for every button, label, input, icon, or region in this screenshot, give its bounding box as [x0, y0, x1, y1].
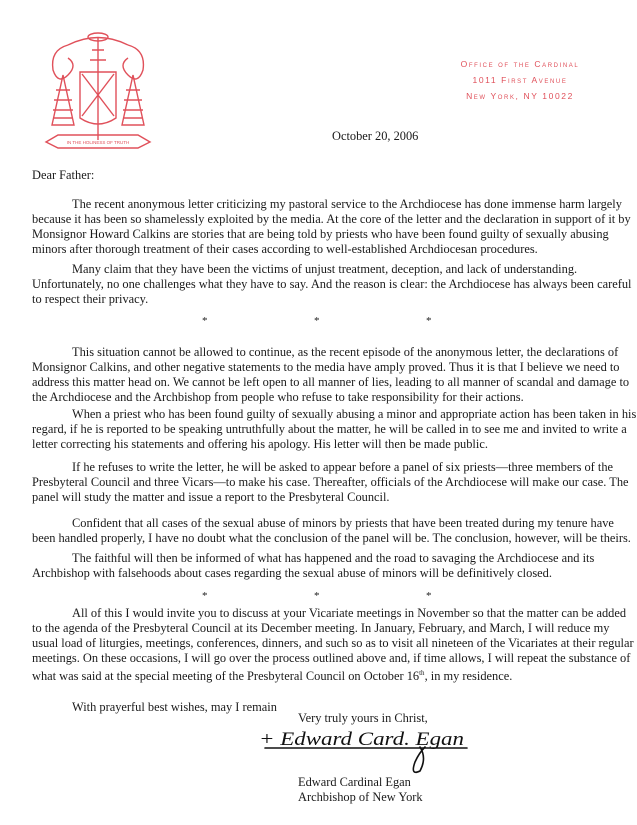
section-separator — [0, 590, 637, 602]
paragraph-8 — [32, 606, 634, 684]
text-line: If he refuses to write the letter, he will be asked to appear before a panel of six priests—three members of the — [72, 460, 614, 474]
text-line: Monsignor Calkins, and other negative statements to the media have amply proved. Thus it is that I believe we need to — [32, 360, 620, 374]
signature-text: + Edward Card. Egan — [259, 729, 464, 750]
text-line: This situation cannot be allowed to continue, as the recent episode of the anonymous letter, the declarations of — [72, 345, 619, 359]
asterisk: * — [426, 590, 432, 602]
text-line: The faithful will then be informed of what has happened and the road to savaging the Archdiocese and its — [72, 551, 595, 565]
motto-text: IN THE HOLINESS OF TRUTH — [66, 140, 130, 145]
text-line: been handled properly, I have no doubt what the conclusion of the panel will be. The conclusion, however, will be theirs. — [32, 531, 631, 545]
letterhead-address — [430, 56, 610, 104]
ordinal-suffix: th — [419, 669, 425, 677]
paragraph-3 — [32, 345, 630, 405]
signer-title: Archbishop of New York — [298, 790, 423, 804]
text-line: The recent anonymous letter criticizing my pastoral service to the Archdiocese has done immense harm largely — [72, 197, 622, 211]
text-line: Confident that all cases of the sexual abuse of minors by priests that have been treated during my tenure have — [72, 516, 614, 530]
text-line: meetings. On these occasions, I will go over the process outlined above and, if time allows, I will repeat the substance of — [32, 651, 631, 665]
letterhead-city: New York, NY 10022 — [466, 91, 574, 101]
paragraph-5 — [32, 460, 629, 505]
text-span: what was said at the special meeting of the Presbyteral Council on October 16 — [32, 669, 420, 684]
text-line: regard, if he is reported to be speaking untruthfully about the matter, he will be called in to see me and invited to write a — [32, 422, 627, 436]
text-span: , in my residence. — [424, 669, 513, 684]
section-separator — [0, 315, 637, 327]
text-line: Many claim that they have been the victims of unjust treatment, deception, and lack of understanding. — [72, 262, 578, 276]
text-line — [32, 666, 622, 684]
text-line: to respect their privacy. — [32, 292, 149, 306]
valediction: Very truly yours in Christ, — [298, 711, 428, 725]
handwritten-signature — [255, 726, 505, 776]
letter-date: October 20, 2006 — [332, 129, 419, 143]
text-line: address this matter head on. We cannot be left open to all manner of lies, leading to all manner of scandal and damage to — [32, 375, 630, 389]
text-line: When a priest who has been found guilty of sexually abusing a minor and appropriate action has been taken in his — [72, 407, 637, 421]
paragraph-4 — [32, 407, 637, 452]
salutation: Dear Father: — [32, 168, 95, 182]
signature-block — [298, 775, 423, 805]
signer-name: Edward Cardinal Egan — [298, 775, 411, 789]
text-line: usual load of liturgies, meetings, conferences, dinners, and such so as to visit all nineteen of the Vicariates at their regular — [32, 636, 634, 650]
asterisk: * — [426, 315, 432, 327]
paragraph-2 — [32, 262, 632, 307]
closing-line: With prayerful best wishes, may I remain — [72, 700, 277, 714]
asterisk: * — [314, 590, 320, 602]
text-line: minors after thorough treatment of their cases according to well-established Archdiocesan procedures. — [32, 242, 538, 256]
paragraph-6 — [32, 516, 631, 546]
paragraph-1 — [32, 197, 631, 257]
text-line: to the agenda of the Presbyteral Council at its December meeting. In January, February, and March, I will reduce my — [32, 621, 610, 635]
asterisk: * — [202, 315, 208, 327]
text-line: Monsignor Howard Calkins are stories that are being told by priests who have been found guilty of sexually abusing — [32, 227, 609, 241]
text-line: Presbyteral Council and three Vicars—to make his case. Thereafter, officials of the Archdiocese will make our case. The — [32, 475, 629, 489]
text-line: letter correcting his statements and offering his apology. His letter will then be made public. — [32, 437, 488, 451]
asterisk: * — [202, 590, 208, 602]
asterisk: * — [314, 315, 320, 327]
text-line: All of this I would invite you to discuss at your Vicariate meetings in November so that the matter can be added — [72, 606, 627, 620]
letterhead-office: Office of the Cardinal — [460, 59, 580, 69]
paragraph-7 — [32, 551, 622, 581]
text-line: Archbishop with falsehoods about cases regarding the sexual abuse of minors will be definitively closed. — [32, 566, 552, 580]
text-line: the Archdiocese and the Archbishop from people who refuse to take responsibility for their actions. — [32, 390, 524, 404]
letterhead-street: 1011 First Avenue — [472, 75, 568, 85]
text-line: Unfortunately, no one challenges what they have to say. And the reason is clear: the Archdiocese has always been careful — [32, 277, 632, 291]
text-line: panel will study the matter and issue a report to the Presbyteral Council. — [32, 490, 390, 504]
text-line: because it has been so shamelessly exploited by the media. At the core of the letter and the declaration in support of it by — [32, 212, 631, 226]
cardinal-coat-of-arms-logo — [38, 30, 158, 152]
